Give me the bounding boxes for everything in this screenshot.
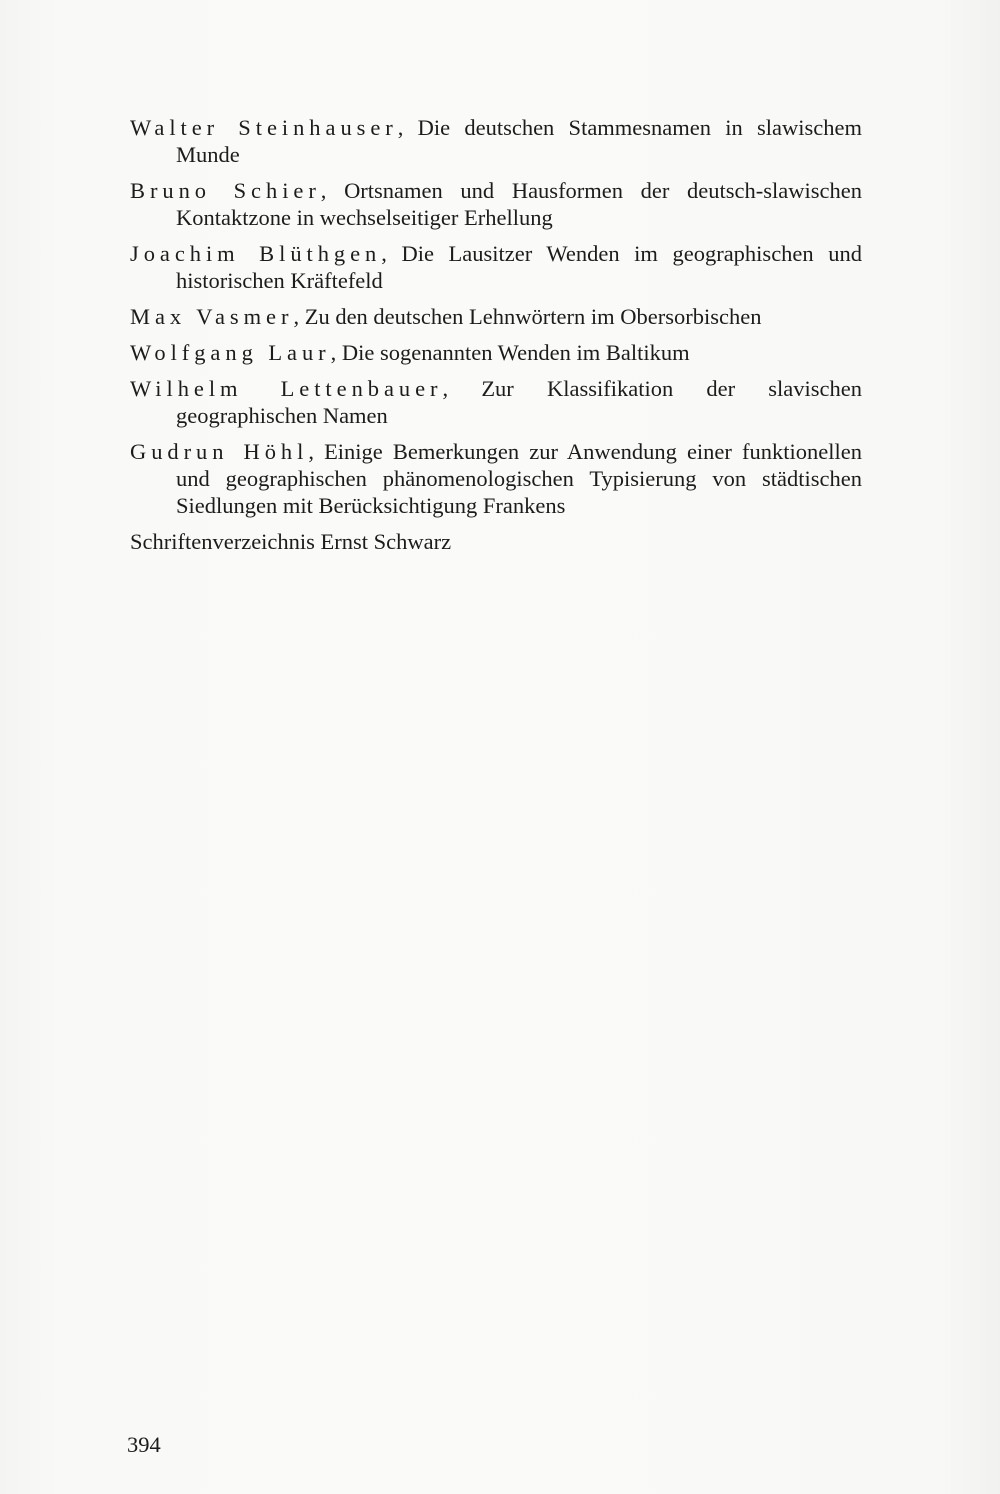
entry-title: Schriftenverzeichnis Ernst Schwarz — [130, 529, 452, 554]
entry-title: Zur Klassifikation der slavischen geographischen Namen — [176, 376, 863, 428]
toc-entry: Joachim Blüthgen, Die Lausitzer Wenden im geographischen und historischen Kräftefeld — [130, 241, 862, 293]
entry-author: Bruno Schier — [130, 178, 321, 203]
toc-entry: Wolfgang Laur, Die sogenannten Wenden im Baltikum — [130, 340, 690, 365]
page-number: 394 — [127, 1432, 161, 1457]
entry-author: Joachim Blüthgen — [130, 241, 382, 266]
toc-entry: Gudrun Höhl, Einige Bemerkungen zur Anwendung einer funktionellen und geographischen phänomenologischen Typisierung von städtischen Siedlungen mit Berücksichtigung Frankens — [130, 439, 862, 518]
entry-title: Einige Bemerkungen zur Anwendung einer funktionellen und geographischen phänomenologischen Typisierung von städtischen Siedlungen mit Berücksichtigung Frankens — [176, 439, 862, 518]
toc-entry-bibliography — [130, 528, 862, 555]
toc-entry: Bruno Schier, Ortsnamen und Hausformen der deutsch-slawischen Kontaktzone in wechselseitiger Erhellung — [130, 178, 862, 230]
entry-title: Die sogenannten Wenden im Baltikum — [341, 340, 690, 365]
entry-title: Ortsnamen und Hausformen der deutsch-slawischen Kontaktzone in wechselseitiger Erhellung — [176, 178, 862, 230]
entry-author: Walter Steinhauser — [130, 115, 398, 140]
entry-title: Zu den deutschen Lehnwörtern im Obersorbischen — [304, 304, 762, 329]
entry-author: Wolfgang Laur — [130, 340, 331, 365]
entry-title: Die deutschen Stammesnamen in slawischem Munde — [176, 115, 862, 167]
toc-entry: Wilhelm Lettenbauer, Zur Klassifikation der slavischen geographischen Namen — [130, 376, 863, 428]
table-of-contents — [130, 114, 862, 564]
entry-author: Wilhelm Lettenbauer — [130, 376, 443, 401]
toc-entry: Walter Steinhauser, Die deutschen Stammesnamen in slawischem Munde — [130, 115, 862, 167]
entry-author: Max Vasmer — [130, 304, 294, 329]
toc-entry: Max Vasmer, Zu den deutschen Lehnwörtern im Obersorbischen — [130, 304, 762, 329]
entry-title: Die Lausitzer Wenden im geographischen und historischen Kräftefeld — [176, 241, 862, 293]
entry-author: Gudrun Höhl — [130, 439, 309, 464]
